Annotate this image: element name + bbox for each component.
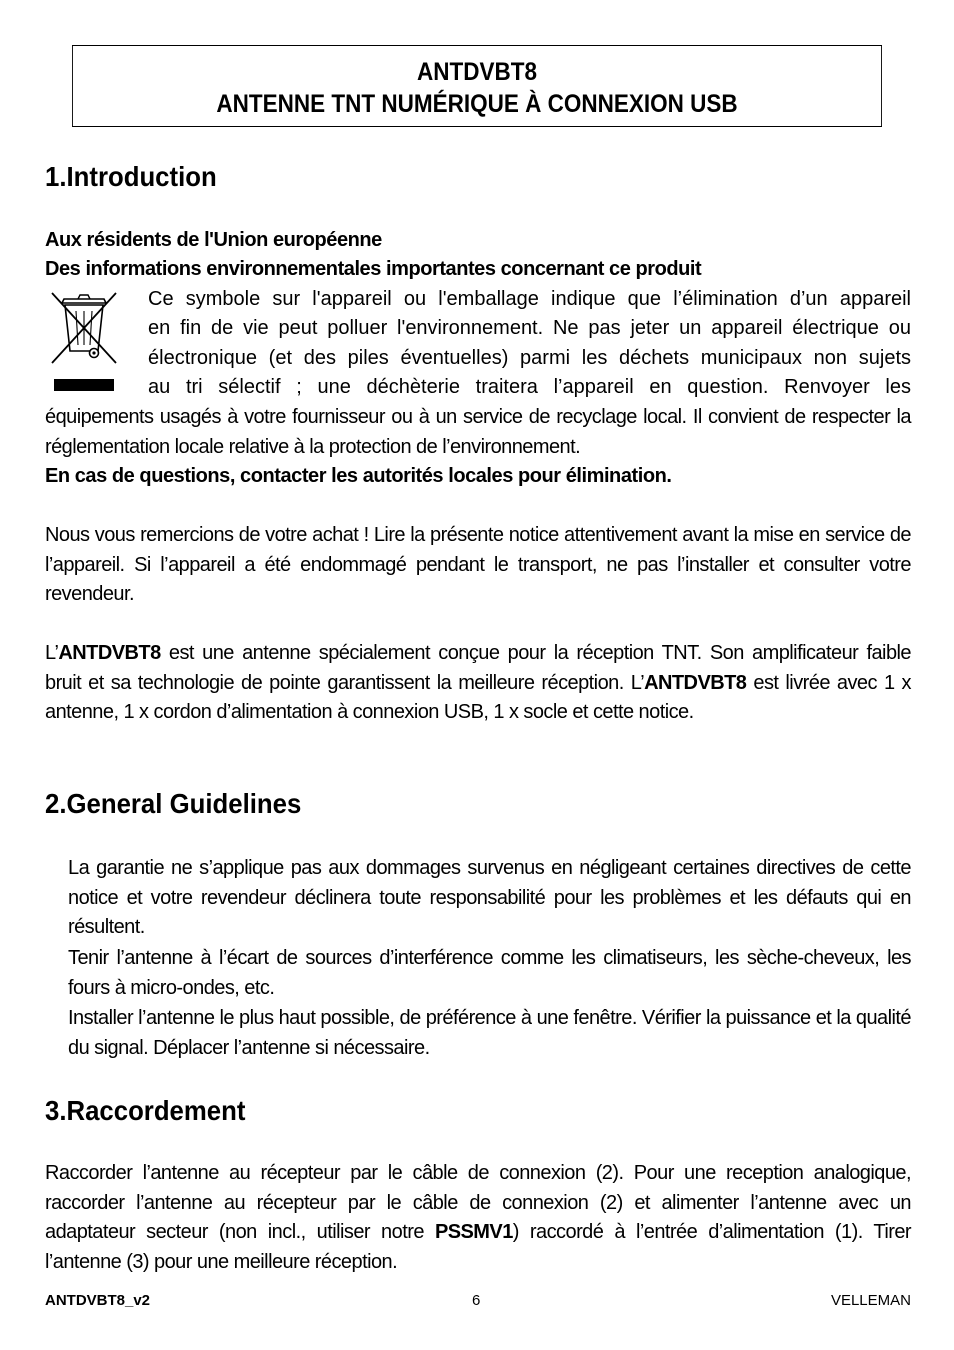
thanks-paragraph: Nous vous remercions de votre achat ! Lire la présente notice attentivement avant la mise en service de l’appareil. Si l’appareil a été endommagé pendant le transport, ne pas l’installer et consulter votre revendeur. <box>45 524 911 606</box>
guideline-item: Tenir l’antenne à l’écart de sources d’interférence comme les climatiseurs, les sèche-cheveux, les fours à micro-ondes, etc. <box>68 947 911 999</box>
text-run: est livrée avec 1 x antenne, 1 x cordon d’alimentation à connexion USB, 1 x socle et cette notice. <box>45 671 911 724</box>
adapter-model-name: PSSMV1 <box>434 1221 513 1244</box>
weee-text-line-4: au tri sélectif ; une déchèterie traitera l’appareil en question. Renvoyer les <box>148 376 911 398</box>
section-heading-introduction: 1.Introduction <box>45 161 217 192</box>
weee-text-line-2: en fin de vie peut polluer l'environnement. Ne pas jeter un appareil électrique ou <box>148 317 911 339</box>
product-name-title: ANTENNE TNT NUMÉRIQUE À CONNEXION USB <box>216 90 738 118</box>
text-run: est une antenne spécialement conçue pour la réception TNT. Son amplificateur faible bruit et sa technologie de pointe garantissent la meilleure réception. L’ <box>45 642 911 694</box>
text-run: Raccorder l’antenne au récepteur par le câble de connexion (2). Pour une reception analogique, raccorder l’antenne au récepteur par le câble de connexion (2) et alimenter l’antenne avec un adaptateur secteur (non incl., utiliser notre <box>45 1162 911 1244</box>
section-heading-general-guidelines: 2.General Guidelines <box>45 788 302 819</box>
questions-contact-line: En cas de questions, contacter les autorités locales pour élimination. <box>45 465 672 487</box>
guideline-item: La garantie ne s’applique pas aux dommages survenus en négligeant certaines directives de cette notice et votre revendeur déclinera toute responsabilité pour les problèmes et les défauts qui en résultent. <box>68 857 911 939</box>
eu-residents-line: Aux résidents de l'Union européenne <box>45 229 382 251</box>
connection-paragraph <box>45 1159 911 1277</box>
text-run: L’ <box>45 642 59 664</box>
weee-text-line-3: électronique (et des piles éventuelles) parmi les déchets municipaux non sujets <box>148 347 911 369</box>
product-description-paragraph <box>45 639 911 728</box>
weee-text-line-1: Ce symbole sur l'appareil ou l'emballage indique que l’élimination d’un appareil <box>148 288 911 310</box>
model-name: ANTDVBT8 <box>58 642 161 664</box>
product-code-title: ANTDVBT8 <box>416 58 538 86</box>
guideline-item: Installer l’antenne le plus haut possible, de préférence à une fenêtre. Vérifier la puissance et la qualité du signal. Déplacer l’antenne si nécessaire. <box>68 1007 911 1059</box>
text-run: ) raccordé à l’entrée d’alimentation (1). Tirer l’antenne (3) pour une meilleure réception. <box>45 1221 912 1273</box>
weee-text-continuation: équipements usagés à votre fournisseur ou à un service de recyclage local. Il convient de respecter la réglementation locale relative à la protection de l’environnement. <box>45 406 911 458</box>
environment-info-line: Des informations environnementales importantes concernant ce produit <box>45 258 702 280</box>
footer-page-number: 6 <box>472 1292 481 1309</box>
footer-document-version: ANTDVBT8_v2 <box>45 1292 151 1309</box>
footer-brand: VELLEMAN <box>830 1292 911 1309</box>
crossed-out-wheelie-bin-icon <box>48 289 120 395</box>
section-heading-raccordement: 3.Raccordement <box>45 1095 246 1126</box>
model-name: ANTDVBT8 <box>644 671 747 694</box>
title-box <box>72 45 882 127</box>
